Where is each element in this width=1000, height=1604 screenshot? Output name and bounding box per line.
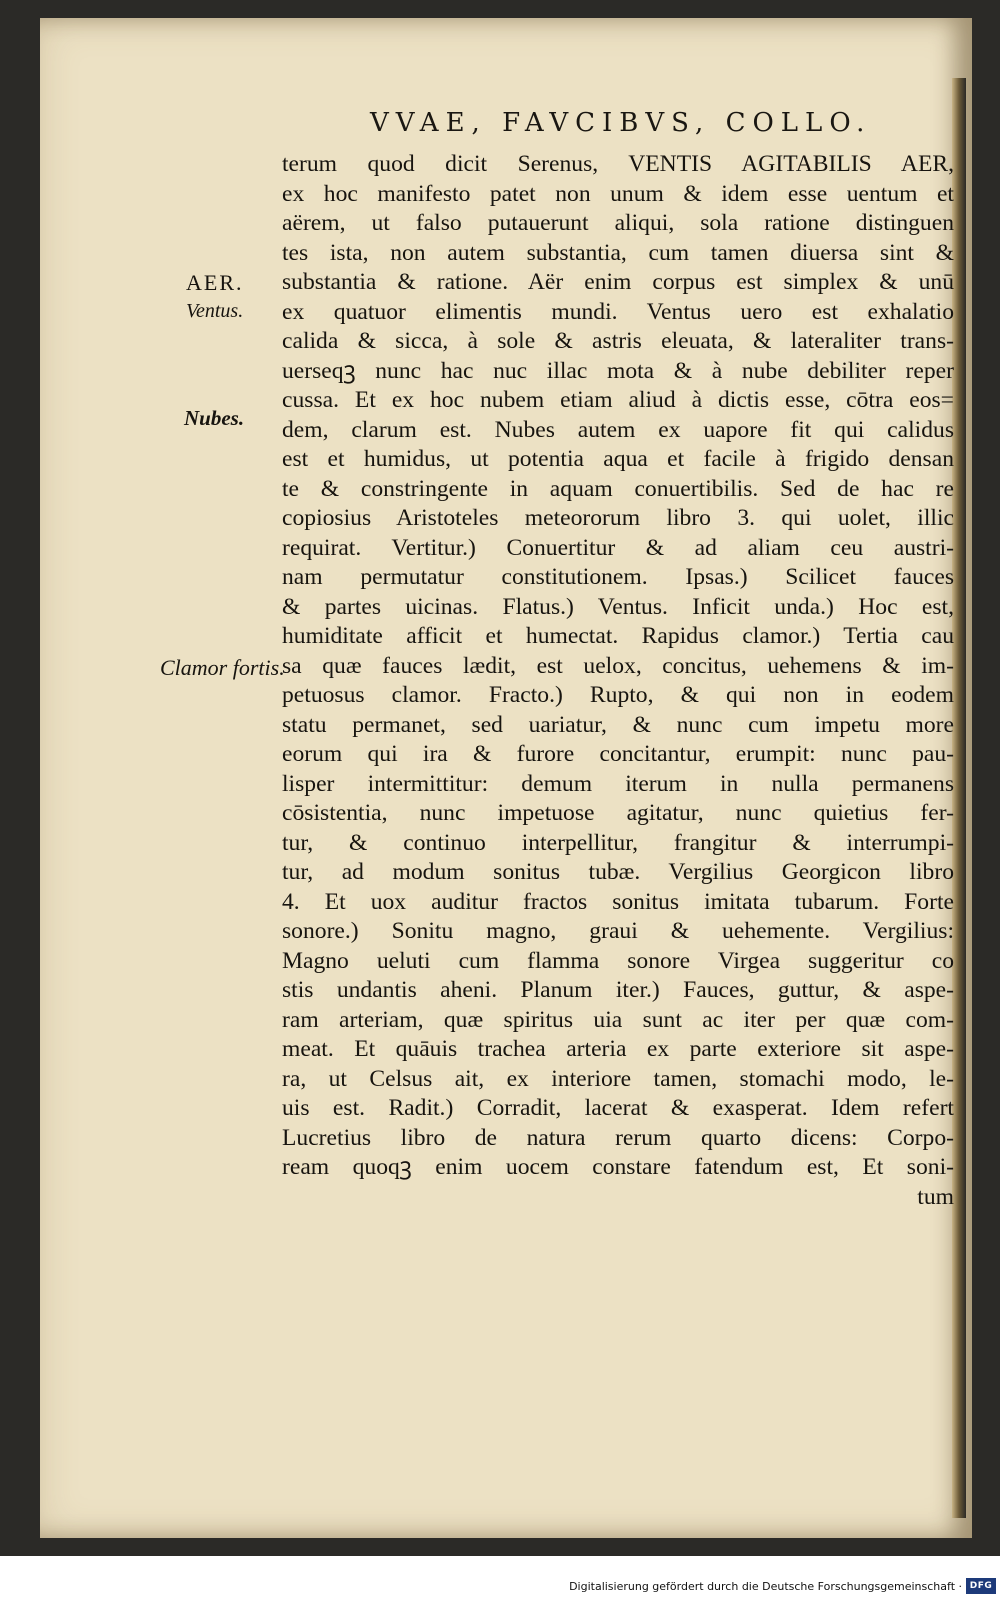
- text-line: ra, ut Celsus ait, ex interiore tamen, stomachi modo, le-: [282, 1065, 954, 1092]
- text-line: cussa. Et ex hoc nubem etiam aliud à dictis esse, cōtra eos=: [282, 387, 954, 413]
- text-line: tur, ad modum sonitus tubæ. Vergilius Georgicon libro: [282, 859, 954, 885]
- page-edge-shadow: [952, 78, 966, 1518]
- text-line: & partes uicinas. Flatus.) Ventus. Inficit unda.) Hoc est,: [282, 593, 954, 620]
- body-text: [282, 150, 954, 1212]
- text-line: cōsistentia, nunc impetuose agitatur, nunc quietius fer-: [282, 800, 954, 826]
- text-line: 4. Et uox auditur fractos sonitus imitata tubarum. Forte: [282, 888, 954, 915]
- text-line: ex quatuor elimentis mundi. Ventus uero est exhalatio: [282, 298, 954, 325]
- funding-credit: Digitalisierung gefördert durch die Deutsche Forschungsgemeinschaft ·: [569, 1580, 962, 1593]
- text-line: ex hoc manifesto patet non unum & idem esse uentum et: [282, 180, 954, 207]
- text-line: tur, & continuo interpellitur, frangitur & interrumpi-: [282, 829, 954, 856]
- text-line: sa quæ fauces lædit, est uelox, concitus, uehemens & im-: [282, 652, 954, 679]
- text-line: stis undantis aheni. Planum iter.) Fauces, guttur, & aspe-: [282, 977, 954, 1003]
- text-line: est et humidus, ut potentia aqua et facile à frigido densan: [282, 446, 954, 472]
- text-line: uerseqꝫ nunc hac nuc illac mota & à nube debiliter reper: [282, 357, 954, 384]
- text-line: sonore.) Sonitu magno, graui & uehemente. Vergilius:: [282, 918, 954, 944]
- text-line: dem, clarum est. Nubes autem ex uapore fit qui calidus: [282, 416, 954, 443]
- marginal-note-aer: AER.: [186, 270, 244, 295]
- text-line: ram arteriam, quæ spiritus uia sunt ac iter per quæ com-: [282, 1006, 954, 1033]
- text-line: terum quod dicit Serenus, VENTIS AGITABILIS AER,: [282, 151, 954, 177]
- text-line: Lucretius libro de natura rerum quarto dicens: Corpo-: [282, 1124, 954, 1151]
- text-line: petuosus clamor. Fracto.) Rupto, & qui non in eodem: [282, 682, 954, 708]
- text-line: uis est. Radit.) Corradit, lacerat & exasperat. Idem refert: [282, 1095, 954, 1121]
- text-line: statu permanet, sed uariatur, & nunc cum impetu more: [282, 711, 954, 738]
- text-line: calida & sicca, à sole & astris eleuata, & lateraliter trans-: [282, 328, 954, 354]
- marginal-note-nubes: Nubes.: [184, 406, 245, 430]
- digitization-footer: [0, 1556, 1000, 1604]
- text-line: requirat. Vertitur.) Conuertitur & ad aliam ceu austri-: [282, 534, 954, 561]
- running-head: VVAE, FAVCIBVS, COLLO.: [370, 108, 872, 138]
- text-line: aërem, ut falso putauerunt aliqui, sola ratione distinguen: [282, 210, 954, 236]
- text-line: meat. Et quāuis trachea arteria ex parte exteriore sit aspe-: [282, 1036, 954, 1062]
- text-line: ream quoqꝫ enim uocem constare fatendum est, Et soni-: [282, 1154, 954, 1180]
- text-line: nam permutatur constitutionem. Ipsas.) Scilicet fauces: [282, 564, 954, 590]
- text-line: Magno ueluti cum flamma sonore Virgea suggeritur co: [282, 947, 954, 974]
- text-line: te & constringente in aquam conuertibilis. Sed de hac re: [282, 475, 954, 502]
- text-line: humiditate afficit et humectat. Rapidus clamor.) Tertia cau: [282, 623, 954, 649]
- text-line: lisper intermittitur: demum iterum in nulla permanens: [282, 770, 954, 797]
- text-line: eorum qui ira & furore concitantur, erumpit: nunc pau-: [282, 741, 954, 767]
- text-line: substantia & ratione. Aër enim corpus est simplex & unū: [282, 269, 954, 295]
- marginal-note-clamor: Clamor fortis.: [160, 655, 285, 680]
- dfg-logo: DFG: [966, 1578, 996, 1594]
- catchword: tum: [917, 1183, 954, 1210]
- text-line: copiosius Aristoteles meteororum libro 3. qui uolet, illic: [282, 505, 954, 531]
- text-line: tes ista, non autem substantia, cum tamen diuersa sint &: [282, 239, 954, 266]
- marginal-note-ventus: Ventus.: [186, 300, 244, 322]
